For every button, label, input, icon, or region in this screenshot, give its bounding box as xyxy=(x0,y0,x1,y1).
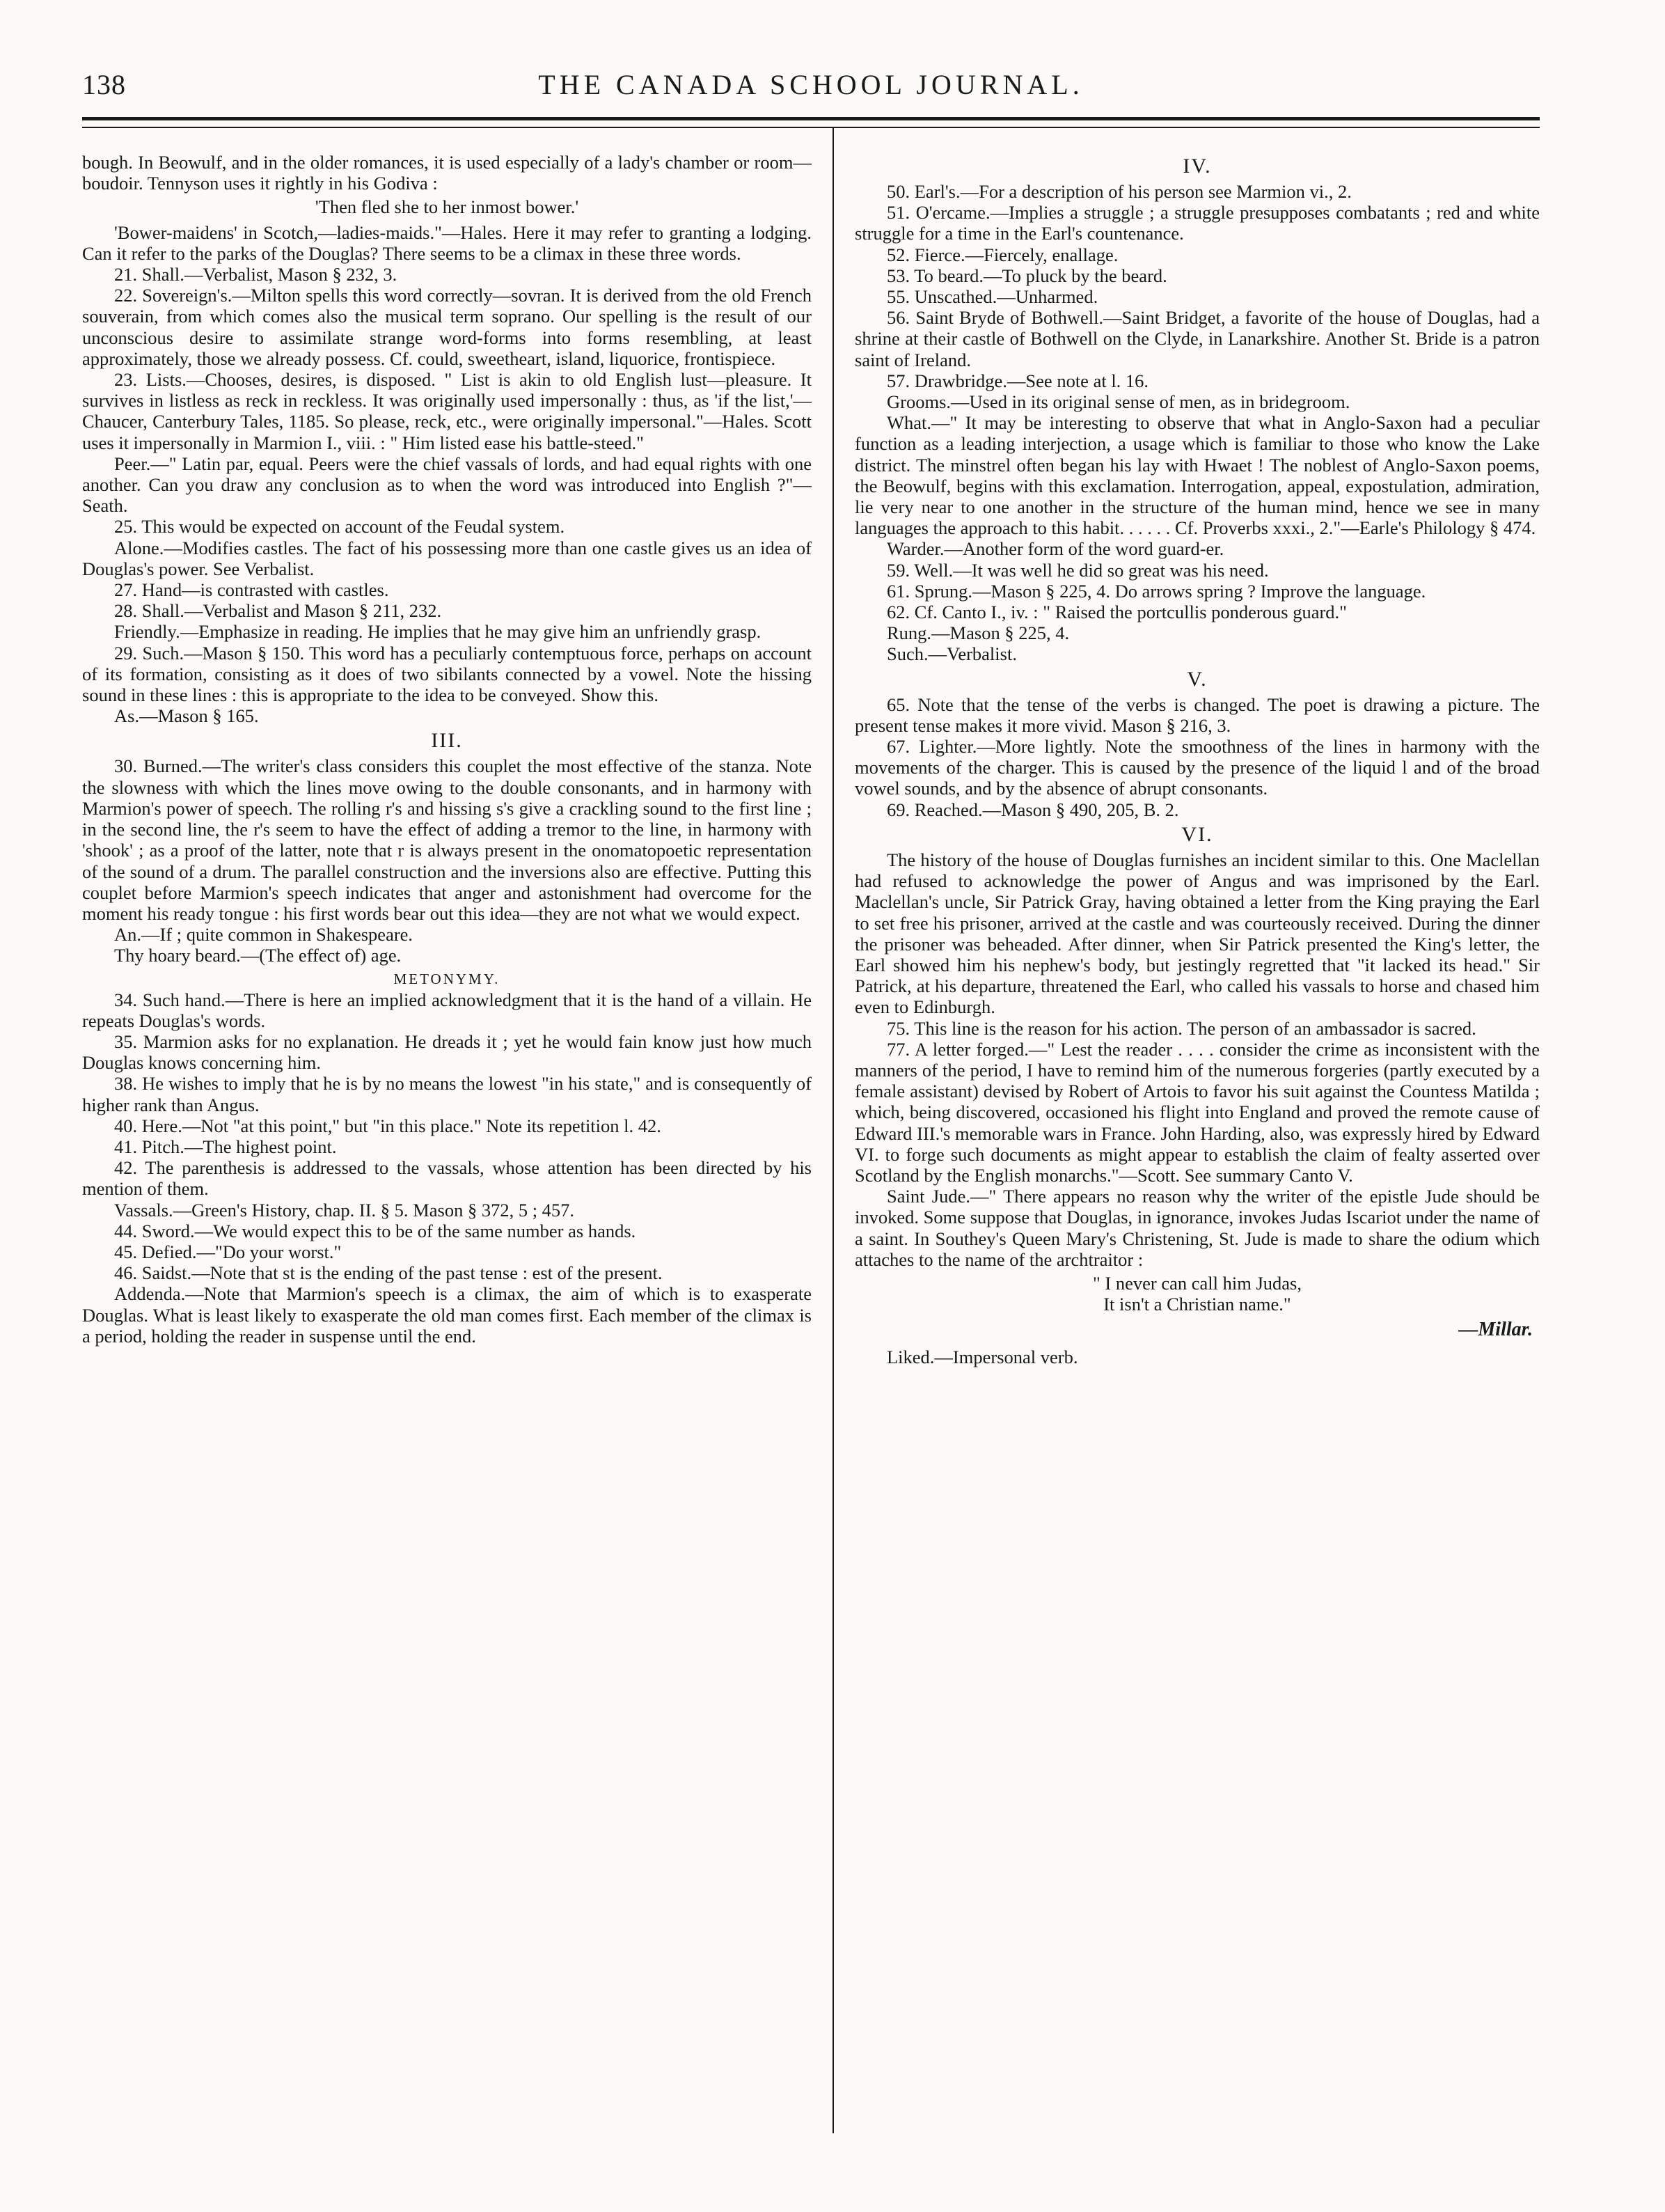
quotation: 'Then fled she to her inmost bower.' xyxy=(315,196,579,218)
note-53: 53. To beard.—To pluck by the beard. xyxy=(887,265,1167,286)
note-25: 25. This would be expected on account of the Feudal system. xyxy=(114,516,565,538)
note-such: Such.—Verbalist. xyxy=(887,643,1017,665)
page-number: 138 xyxy=(82,69,126,100)
note-46: 46. Saidst.—Note that st is the ending of the past tense : est of the present. xyxy=(114,1262,663,1284)
section-heading-iv: IV. xyxy=(1183,155,1212,178)
note-51: 51. O'ercame.—Implies a struggle ; a struggle presupposes combatants ; red and white struggle for a time in the Earl's countenance. xyxy=(855,202,1540,244)
section-heading-vi: VI. xyxy=(1181,822,1213,846)
note-what: What.—" It may be interesting to observe that what in Anglo-Saxon had a peculiar function as a leading interjection, a usage which is familiar to those who know the Lake district. The minstrel often began his lay with Hwaet ! The noblest of Anglo-Saxon poems, the Beowulf, begins with this exclamation. Interrogation, appeal, expostulation, admiration, lie very near to one another in the structure of the human mind, hence we see in many languages the approach to this habit. . . . . . Cf. Proverbs xxxi., 2."—Earle's Philology § 474. xyxy=(855,412,1540,539)
right-column xyxy=(855,152,1540,2143)
note-saint-jude: Saint Jude.—" There appears no reason why the writer of the epistle Jude should be invoked. Some suppose that Douglas, in ignorance, invokes Judas Iscariot under the name of a saint. In Southey's Queen Mary's Christening, St. Jude is made to share the odium which attaches to the name of the archtraitor : xyxy=(855,1186,1540,1270)
note-grooms: Grooms.—Used in its original sense of men, as in bridegroom. xyxy=(887,391,1350,413)
note-41: 41. Pitch.—The highest point. xyxy=(114,1136,337,1157)
section-heading-iii: III. xyxy=(431,729,463,753)
note-alone: Alone.—Modifies castles. The fact of his possessing more than one castle gives us an idea of Douglas's power. See Verbalist. xyxy=(82,537,812,579)
note-77: 77. A letter forged.—" Lest the reader . . . . consider the crime as inconsistent with the manners of the period, I have to remind him of the numerous forgeries (partly executed by a female assistant) devised by Robert of Artois to favor his suit against the Countess Matilda ; which, being discovered, occasioned his flight into England and proved the remote cause of Edward III.'s memorable wars in France. John Harding, also, was expressly hired by Edward VI. to forge such documents as might appear to establish the claim of fealty asserted over Scotland by the English monarchs."—Scott. See summary Canto V. xyxy=(855,1038,1540,1186)
note-38: 38. He wishes to imply that he is by no means the lowest "in his state," and is consequently of higher rank than Angus. xyxy=(82,1073,812,1115)
note-45: 45. Defied.—"Do your worst." xyxy=(114,1241,342,1262)
note-62: 62. Cf. Canto I., iv. : " Raised the portcullis ponderous guard." xyxy=(887,602,1347,623)
note-55: 55. Unscathed.—Unharmed. xyxy=(887,286,1098,308)
verse-line-1: " I never can call him Judas, xyxy=(1092,1272,1302,1294)
note-50: 50. Earl's.—For a description of his person see Marmion vi., 2. xyxy=(887,181,1352,202)
journal-title: THE CANADA SCHOOL JOURNAL. xyxy=(538,69,1084,100)
verse-line-2: It isn't a Christian name." xyxy=(1103,1294,1291,1315)
note-57: 57. Drawbridge.—See note at l. 16. xyxy=(887,370,1149,391)
note-rung: Rung.—Mason § 225, 4. xyxy=(887,622,1070,644)
note-59: 59. Well.—It was well he did so great was his need. xyxy=(887,559,1269,581)
note-69: 69. Reached.—Mason § 490, 205, B. 2. xyxy=(887,799,1179,820)
note-67: 67. Lighter.—More lightly. Note the smoothness of the lines in harmony with the movements of the charger. This is caused by the presence of the liquid l and of the broad vowel sounds, and by the absence of abrupt consonants. xyxy=(855,736,1540,799)
note-an: An.—If ; quite common in Shakespeare. xyxy=(114,924,413,946)
note-52: 52. Fierce.—Fiercely, enallage. xyxy=(887,244,1119,265)
verse-quote xyxy=(855,1273,1540,1315)
history-paragraph: The history of the house of Douglas furnishes an incident similar to this. One Maclellan had refused to acknowledge the power of Angus and was imprisoned by the Earl. Maclellan's uncle, Sir Patrick Gray, having obtained a letter from the King praying the Earl to set free his prisoner, arrived at the castle and was courteously received. During the dinner the prisoner was beheaded. After dinner, when Sir Patrick presented the King's letter, the Earl showed him his nephew's body, but jestingly regretted that "it lacked its head." Sir Patrick, at his departure, threatened the Earl, who called his vassals to horse and chased him even to Edinburgh. xyxy=(855,849,1540,1018)
note-75: 75. This line is the reason for his action. The person of an ambassador is sacred. xyxy=(887,1017,1476,1039)
header-rule-thin xyxy=(82,127,1540,128)
note-30: 30. Burned.—The writer's class considers this couplet the most effective of the stanza. Note the slowness with which the lines move owing to the double consonants, and in harmony with Marmion's power of speech. The rolling r's and hissing s's give a crackling sound to the first line ; in the second line, the r's seem to have the effect of adding a tremor to the line, in harmony with 'shook' ; as a proof of the latter, note that r is always present in the onomatopoetic representation of the sound of a drum. The parallel construction and the inversions also are effective. Putting this couplet before Marmion's speech indicates that anger and astonishment had overcome for the moment his ready tongue : his first words bear out this idea—they are not what we would expect. xyxy=(82,755,812,924)
header-rule-thick xyxy=(82,117,1540,120)
note-vassals: Vassals.—Green's History, chap. II. § 5. Mason § 372, 5 ; 457. xyxy=(114,1199,575,1221)
note-61: 61. Sprung.—Mason § 225, 4. Do arrows spring ? Improve the language. xyxy=(887,580,1426,602)
note-65: 65. Note that the tense of the verbs is changed. The poet is drawing a picture. The present tense makes it more vivid. Mason § 216, 3. xyxy=(855,693,1540,736)
note-44: 44. Sword.—We would expect this to be of the same number as hands. xyxy=(114,1220,636,1241)
attribution: —Millar. xyxy=(1458,1319,1533,1341)
note-22: 22. Sovereign's.—Milton spells this word correctly—sovran. It is derived from the old French souverain, from which comes also the musical term soprano. Our spelling is the result of our unconscious desire to assimilate strange word-forms into forms resembling, at least approximately, those we already possess. Cf. could, sweetheart, island, liquorice, frontispiece. xyxy=(82,285,812,369)
note-56: 56. Saint Bryde of Bothwell.—Saint Bridget, a favorite of the house of Douglas, had a shrine at their castle of Bothwell on the Clyde, in Lanarkshire. Another St. Bride is a patron saint of Ireland. xyxy=(855,307,1540,370)
paragraph: 'Bower-maidens' in Scotch,—ladies-maids."—Hales. Here it may refer to granting a lodging. Can it refer to the parks of the Douglas? There seems to be a climax in these three words. xyxy=(82,221,812,264)
note-liked: Liked.—Impersonal verb. xyxy=(887,1347,1078,1368)
note-warder: Warder.—Another form of the word guard-er. xyxy=(887,538,1224,560)
subheading-metonymy: METONYMY. xyxy=(393,970,500,987)
note-23: 23. Lists.—Chooses, desires, is disposed. " List is akin to old English lust—pleasure. It survives in listless as reck in reckless. It was originally used impersonally : thus, as 'if the list,'—Chaucer, Canterbury Tales, 1185. So please, reck, etc., were originally impersonal."—Hales. Scott uses it impersonally in Marmion I., viii. : " Him listed ease his battle-steed." xyxy=(82,369,812,453)
note-as: As.—Mason § 165. xyxy=(114,705,259,727)
note-28: 28. Shall.—Verbalist and Mason § 211, 232. xyxy=(114,600,442,622)
note-21: 21. Shall.—Verbalist, Mason § 232, 3. xyxy=(114,264,397,285)
note-29: 29. Such.—Mason § 150. This word has a peculiarly contemptuous force, perhaps on account of its formation, consisting as it does of two sibilants connected by a vowel. Note the hissing sound in these lines : this is appropriate to the idea to be conveyed. Show this. xyxy=(82,642,812,706)
section-heading-v: V. xyxy=(1187,667,1208,691)
left-column xyxy=(82,152,812,2143)
note-35: 35. Marmion asks for no explanation. He dreads it ; yet he would fain know just how much Douglas knows concerning him. xyxy=(82,1030,812,1074)
note-42: 42. The parenthesis is addressed to the vassals, whose attention has been directed by his mention of them. xyxy=(82,1157,812,1200)
note-friendly: Friendly.—Emphasize in reading. He implies that he may give him an unfriendly grasp. xyxy=(114,621,762,643)
note-34: 34. Such hand.—There is here an implied acknowledgment that it is the hand of a villain. He repeats Douglas's words. xyxy=(82,989,812,1031)
paragraph: bough. In Beowulf, and in the older romances, it is used especially of a lady's chamber or room—boudoir. Tennyson uses it rightly in his Godiva : xyxy=(82,152,812,194)
note-addenda: Addenda.—Note that Marmion's speech is a climax, the aim of which is to exasperate Douglas. What is least likely to exasperate the old man comes first. Each member of the climax is a period, holding the reader in suspense until the end. xyxy=(82,1283,812,1347)
note-hoary-beard: Thy hoary beard.—(The effect of) age. xyxy=(114,945,402,966)
note-40: 40. Here.—Not "at this point," but "in this place." Note its repetition l. 42. xyxy=(114,1115,661,1136)
note-27: 27. Hand—is contrasted with castles. xyxy=(114,579,389,601)
column-divider xyxy=(832,128,834,2133)
page-header xyxy=(82,63,1540,111)
note-peer: Peer.—" Latin par, equal. Peers were the chief vassals of lords, and had equal rights with one another. Can you draw any conclusion as to when the word was introduced into English ?"—Seath. xyxy=(82,453,812,517)
